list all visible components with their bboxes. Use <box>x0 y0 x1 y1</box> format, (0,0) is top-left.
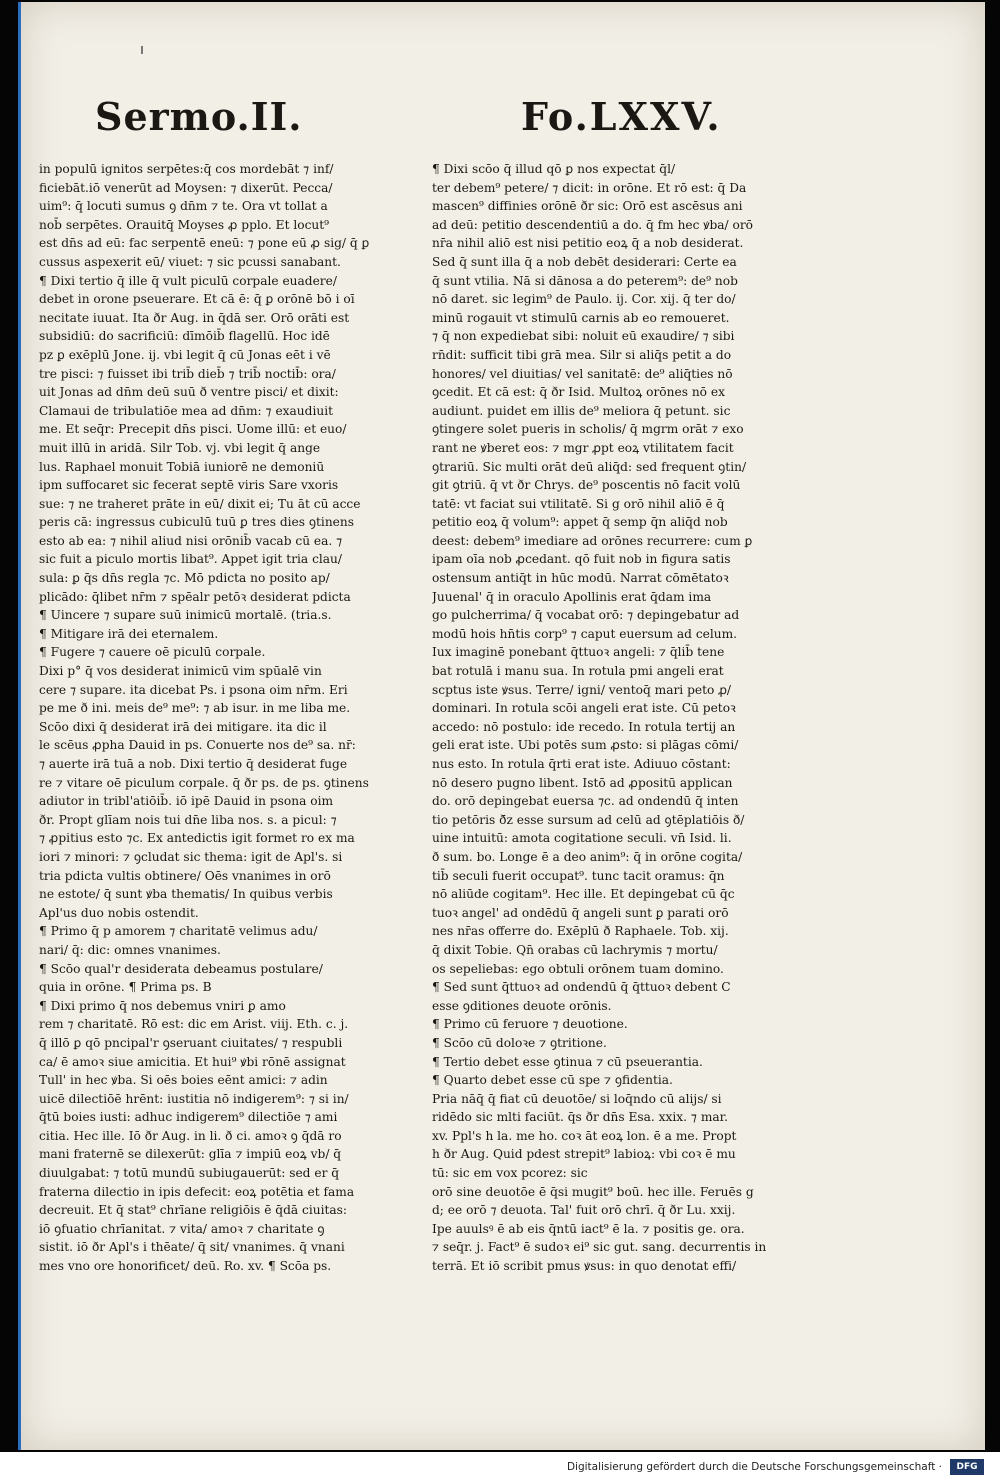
text-line: scptus iste ꝟsus. Terre/ igni/ ventoq̄ mari peto ꝓ/ <box>432 682 732 697</box>
text-line: terrā. Et iō scribit pmus ꝟsus: in quo denotat effi/ <box>432 1259 737 1274</box>
text-line: nari/ q̄: dic: omnes vnanimes. <box>39 942 221 957</box>
text-line: ¶ Primo q̄ p amorem ⁊ charitatē velimus adu/ <box>39 924 318 939</box>
text-line: rant ne ꝟberet eos: ⁊ mgr ꝓpt eoꝝ vtilitatem facit <box>432 440 734 455</box>
text-line: honores/ vel diuitias/ vel sanitatē: de⁹ aliq̄ties nō <box>432 366 733 381</box>
funding-credit: Digitalisierung gefördert durch die Deutsche Forschungsgemeinschaft · <box>566 1461 942 1473</box>
text-line: bat rotulā i manu sua. In rotula pmi angeli erat <box>432 664 724 679</box>
text-line: re ⁊ vitare oē piculum corpale. q̄ ðr ps. de ps. ꝯtinens <box>39 775 369 790</box>
text-line: Tull' in hec ꝟba. Si oēs boies eēnt amici: ⁊ adin <box>39 1073 328 1088</box>
text-line: ostensum antiq̄t in hūc modū. Narrat cōmētatoꝛ <box>432 571 729 586</box>
text-line: ¶ Quarto debet esse cū spe ⁊ ꝯfidentia. <box>432 1073 673 1088</box>
text-line: uim⁹: q̄ locuti sumus ꝯ dn̄m ⁊ te. Ora vt tollat a <box>39 199 328 214</box>
text-line: q̄tū boies iusti: adhuc indigerem⁹ dilectiōe ⁊ ami <box>39 1110 338 1125</box>
footer-bar <box>0 1452 1000 1482</box>
text-line: audiunt. puidet em illis de⁹ meliora q̄ petunt. sic <box>432 403 731 418</box>
text-line: Ipe auulsꝰ ē ab eis q̄ntū iact⁹ ē la. ⁊ positis ge. ora. <box>432 1221 745 1236</box>
text-line: ¶ Tertio debet esse ꝯtinua ⁊ cū pseuerantia. <box>432 1054 703 1069</box>
text-line: tatē: vt faciat sui vtilitatē. Si g orō nihil aliō ē q̄ <box>432 496 725 511</box>
running-header-left: Sermo.II. <box>95 94 303 139</box>
text-line: deest: debem⁹ imediare ad orōnes recurrere: cum ꝑ <box>432 533 753 548</box>
text-line: ca/ ē amoꝛ siue amicitia. Et hui⁹ ꝟbi rōnē assignat <box>39 1054 346 1069</box>
text-column-right <box>432 160 807 1276</box>
text-line: ipm suffocaret sic fecerat septē viris Sare vxoris <box>39 478 339 493</box>
text-line: ¶ Fugere ⁊ cauere oē piculū corpale. <box>39 645 266 660</box>
text-line: ¶ Dixi tertio q̄ ille q̄ vult piculū corpale euadere/ <box>39 273 337 288</box>
text-line: q̄ illō ꝑ qō pncipal'r ꝯseruant ciuitates/ ⁊ respubli <box>39 1035 343 1050</box>
text-line: ter debem⁹ petere/ ⁊ dicit: in orōne. Et rō est: q̄ Da <box>432 180 747 195</box>
text-line: uit Jonas ad dn̄m deū suū ð ventre pisci/ et dixit: <box>39 385 339 400</box>
text-line: go pulcherrima/ q̄ vocabat orō: ⁊ depingebatur ad <box>432 608 740 623</box>
text-line: ⁊ seq̄r. j. Fact⁹ ē sudoꝛ ei⁹ sic gut. sang. decurrentis in <box>432 1240 767 1255</box>
text-line: ð sum. bo. Longe ē a deo anim⁹: q̄ in orōne cogita/ <box>432 849 743 864</box>
text-line: cere ⁊ supare. ita dicebat Ps. i psona oim nr̄m. Eri <box>39 682 348 697</box>
text-line: est dn̄s ad eū: fac serpentē eneū: ⁊ pone eū ꝓ sig/ q̄ ꝑ <box>39 236 370 251</box>
text-line: Dixi p° q̄ vos desiderat inimicū vim spūalē vin <box>39 664 322 679</box>
text-line: pz ꝑ exēplū Jone. ij. vbi legit q̄ cū Jonas eēt i vē <box>39 347 331 362</box>
text-line: ipam oīa nob ꝓcedant. qō fuit nob in figura satis <box>432 552 731 567</box>
text-line: Scōo dixi q̄ desiderat irā dei mitigare. ita dic il <box>39 719 327 734</box>
text-line: nō desero pugno libent. Istō ad ꝓpositū applican <box>432 775 733 790</box>
text-line: mascen⁹ diffinies orōnē ðr sic: Orō est ascēsus ani <box>432 199 743 214</box>
text-line: xv. Ppl's h la. me ho. coꝛ āt eoꝝ lon. ē a me. Propt <box>432 1128 737 1143</box>
text-line: petitio eoꝝ q̄ volum⁹: appet q̄ semp q̄n aliq̄d nob <box>432 515 728 530</box>
text-line: do. orō depingebat euersa ⁊c. ad ondendū q̄ inten <box>432 794 739 809</box>
text-line: Sed q̄ sunt illa q̄ a nob debēt desiderari: Certe ea <box>432 254 737 269</box>
text-line: Clamaui de tribulatiōe mea ad dn̄m: ⁊ exaudiuit <box>39 403 333 418</box>
text-line: diuulgabat: ⁊ totū mundū subiugauerūt: sed er q̄ <box>39 1166 340 1181</box>
text-line: quia in orōne. ¶ Prima ps. B <box>39 980 212 995</box>
text-line: lus. Raphael monuit Tobiā iuniorē ne demoniū <box>39 459 325 474</box>
text-line: adiutor in tribl'atiōib̄. iō ipē Dauid in psona oim <box>39 794 334 809</box>
text-line: citia. Hec ille. Iō ðr Aug. in li. ð ci. amoꝛ ꝯ q̄dā ro <box>39 1128 342 1143</box>
text-line: os sepeliebas: ego obtuli orōnem tuam domino. <box>432 961 724 976</box>
text-line: mes vno ore honorificet/ deū. Ro. xv. ¶ Scōa ps. <box>39 1259 332 1274</box>
text-line: git ꝯtriū. q̄ vt ðr Chrys. de⁹ poscentis nō facit volū <box>432 478 741 493</box>
text-line: sistit. iō ðr Apl's i thēate/ q̄ sit/ vnanimes. q̄ vnani <box>39 1240 345 1255</box>
text-line: esto ab ea: ⁊ nihil aliud nisi orōnib̄ vacab cū ea. ⁊ <box>39 533 343 548</box>
text-line: pe me ð ini. meis de⁹ me⁹: ⁊ ab isur. in me liba me. <box>39 701 351 716</box>
text-line: dominari. In rotula scōi angeli erat iste. Cū petoꝛ <box>432 701 736 716</box>
text-line: ¶ Sed sunt q̄ttuoꝛ ad ondendū q̄ q̄ttuoꝛ debent C <box>432 980 731 995</box>
text-line: ¶ Dixi primo q̄ nos debemus vniri ꝑ amo <box>39 998 286 1013</box>
text-line: mani fraternē se dilexerūt: glīa ⁊ impiū eoꝝ vb/ q̄ <box>39 1147 342 1162</box>
text-line: Apl'us duo nobis ostendit. <box>39 905 199 920</box>
text-line: tū: sic em vox pcorez: sic <box>432 1166 588 1181</box>
page-mark <box>141 46 143 54</box>
text-line: uicē dilectiōē hrēnt: iustitia nō indigerem⁹: ⁊ si in/ <box>39 1091 349 1106</box>
text-line: sic fuit a piculo mortis libat⁹. Appet igit tria clau/ <box>39 552 343 567</box>
text-line: nō aliūde cogitam⁹. Hec ille. Et depingebat cū q̄c <box>432 887 735 902</box>
text-line: ðr. Propt glīam nois tui dn̄e liba nos. s. a picul: ⁊ <box>39 812 337 827</box>
text-line: tio petōris ð̄z esse sursum ad celū ad ꝯtēplatiōis ð/ <box>432 812 745 827</box>
text-line: ¶ Mitigare irā dei eternalem. <box>39 626 219 641</box>
text-line: iori ⁊ minori: ⁊ ꝯcludat sic thema: igit de Apl's. si <box>39 849 343 864</box>
text-line: sula: ꝑ q̄s dn̄s regla ⁊c. Mō pdicta no posito ap/ <box>39 571 330 586</box>
text-line: nes nr̄as offerre do. Exēplū ð Raphaele. Tob. xij. <box>432 924 729 939</box>
text-line: ridēdo sic mlti faciūt. q̄s ðr dn̄s Esa. xxix. ⁊ mar. <box>432 1110 729 1125</box>
text-line: rem ⁊ charitatē. Rō est: dic em Arist. viij. Eth. c. j. <box>39 1017 349 1032</box>
text-line: ꝯtingere solet pueris in scholis/ q̄ mgrm orāt ⁊ exo <box>432 422 744 437</box>
text-line: Pria nāq̄ q̄ fiat cū deuotōe/ si loq̄ndo cū alijs/ si <box>432 1091 722 1106</box>
text-line: uine intuitū: amota cogitatione seculi. vn̄ Isid. li. <box>432 831 732 846</box>
text-line: minū rogauit vt stimulū carnis ab eo remoueret. <box>432 310 730 325</box>
dfg-logo: DFG <box>950 1459 984 1475</box>
text-line: modū hois hn̄tis corp⁹ ⁊ caput euersum ad celum. <box>432 626 738 641</box>
text-line: necitate iuuat. Ita ðr Aug. in q̄dā ser. Orō orāti est <box>39 310 350 325</box>
text-line: ⁊ ꝓpitius esto ⁊c. Ex antedictis igit formet ro ex ma <box>39 831 355 846</box>
text-line: fraterna dilectio in ipis defecit: eoꝝ potētia et fama <box>39 1184 355 1199</box>
text-line: ad deū: petitio descendentiū a do. q̄ fm hec ꝟba/ orō <box>432 217 754 232</box>
text-line: rn̄dit: sufficit tibi grā mea. Silr si aliq̄s petit a do <box>432 347 732 362</box>
text-line: debet in orone pseuerare. Et cā ē: q̄ ꝑ orōnē bō i oī <box>39 292 355 307</box>
text-line: q̄ dixit Tobie. Qn̄ orabas cū lachrymis ⁊ mortu/ <box>432 942 718 957</box>
text-line: ꝯcedit. Et cā est: q̄ ðr Isid. Multoꝝ orōnes nō ex <box>432 385 725 400</box>
text-line: cussus aspexerit eū/ viuet: ⁊ sic pcussi sanabant. <box>39 254 341 269</box>
text-line: ne estote/ q̄ sunt ꝟba thematis/ In quibus verbis <box>39 887 333 902</box>
text-line: esse ꝯditiones deuote orōnis. <box>432 998 612 1013</box>
text-line: tre pisci: ⁊ fuisset ibi trib̄ dieb̄ ⁊ trib̄ noctib̄: ora/ <box>39 366 336 381</box>
text-line: me. Et seq̄r: Precepit dn̄s pisci. Uome illū: et euo/ <box>39 422 347 437</box>
text-line: sue: ⁊ ne traheret prāte in eū/ dixit ei; Tu āt cū acce <box>39 496 361 511</box>
text-line: accedo: nō postulo: ide recedo. In rotula tertij an <box>432 719 736 734</box>
text-line: muit illū in aridā. Silr Tob. vj. vbi legit q̄ ange <box>39 440 321 455</box>
text-line: ficiebāt.iō venerūt ad Moysen: ⁊ dixerūt. Pecca/ <box>39 180 333 195</box>
text-line: plicādo: q̄libet nr̄m ⁊ spēalr petōꝛ desiderat pdicta <box>39 589 351 604</box>
text-line: geli erat iste. Ubi potēs sum ꝓsto: si plāgas cōmi/ <box>432 738 739 753</box>
text-line: ¶ Primo cū feruore ⁊ deuotione. <box>432 1017 628 1032</box>
text-line: ꝯtrariū. Sic multi orāt deū aliq̄d: sed frequent ꝯtin/ <box>432 459 747 474</box>
text-line: ¶ Scōo qual'r desiderata debeamus postulare/ <box>39 961 323 976</box>
text-line: q̄ sunt vtilia. Nā si dānosa a do peterem⁹: de⁹ nob <box>432 273 738 288</box>
text-line: d; ee orō ⁊ deuota. Tal' fuit orō chrī. q̄ ðr Lu. xxij. <box>432 1203 736 1218</box>
text-line: nob̄ serpētes. Orauitq̄ Moyses ꝓ pplo. Et locut⁹ <box>39 217 330 232</box>
text-line: nr̄a nihil aliō est nisi petitio eoꝝ q̄ a nob desiderat. <box>432 236 744 251</box>
text-line: ⁊ auerte irā tuā a nob. Dixi tertio q̄ desiderat fuge <box>39 757 348 771</box>
book-page <box>18 2 985 1450</box>
text-line: iō ꝯfuatio chrīanitat. ⁊ vita/ amoꝛ ⁊ charitate ꝯ <box>39 1221 325 1236</box>
text-line: le scēus ꝓpha Dauid in ps. Conuerte nos de⁹ sa. nr̄: <box>39 738 356 753</box>
text-line: ¶ Dixi scōo q̄ illud qō ꝑ nos expectat q̄l/ <box>432 162 676 176</box>
text-line: nō daret. sic legim⁹ de Paulo. ij. Cor. xij. q̄ ter do/ <box>432 292 736 307</box>
text-line: orō sine deuotōe ē q̄si mugit⁹ boū. hec ille. Feruēs g <box>432 1184 754 1199</box>
text-line: ⁊ q̄ non expediebat sibi: noluit eū exaudire/ ⁊ sibi <box>432 329 735 344</box>
running-header-right: Fo.LXXV. <box>521 94 722 139</box>
text-line: h ðr Aug. Quid pdest strepit⁹ labioꝝ: vbi coꝛ ē mu <box>432 1147 736 1162</box>
text-line: subsidiū: do sacrificiū: dīmōib̄ flagellū. Hoc idē <box>39 329 330 344</box>
text-column-left <box>39 160 414 1276</box>
text-line: Iux imaginē ponebant q̄ttuoꝛ angeli: ⁊ q̄lib̄ tene <box>432 645 725 660</box>
text-line: ¶ Scōo cū doloꝛe ⁊ ꝯtritione. <box>432 1035 607 1050</box>
text-line: tria pdicta vultis obtinere/ Oēs vnanimes in orō <box>39 868 331 883</box>
text-line: peris cā: ingressus cubiculū tuū ꝑ tres dies ꝯtinens <box>39 515 354 530</box>
text-line: tib̄ seculi fuerit occupat⁹. tunc tacit oramus: q̄n <box>432 868 725 883</box>
text-line: Juuenal' q̄ in oraculo Apollinis erat q̄dam ima <box>432 589 712 604</box>
text-line: nus esto. In rotula q̄rti erat iste. Adiuuo cōstant: <box>432 757 731 771</box>
text-line: ¶ Uincere ⁊ supare suū inimicū mortalē. (tria.s. <box>39 608 332 623</box>
text-line: tuoꝛ angel' ad ondēdū q̄ angeli sunt ꝑ parati orō <box>432 905 729 920</box>
text-line: decreuit. Et q̄ stat⁹ chrīane religiōis ē q̄dā ciuitas: <box>39 1203 348 1218</box>
text-line: in populū ignitos serpētes:q̄ cos mordebāt ⁊ inf/ <box>39 162 334 176</box>
